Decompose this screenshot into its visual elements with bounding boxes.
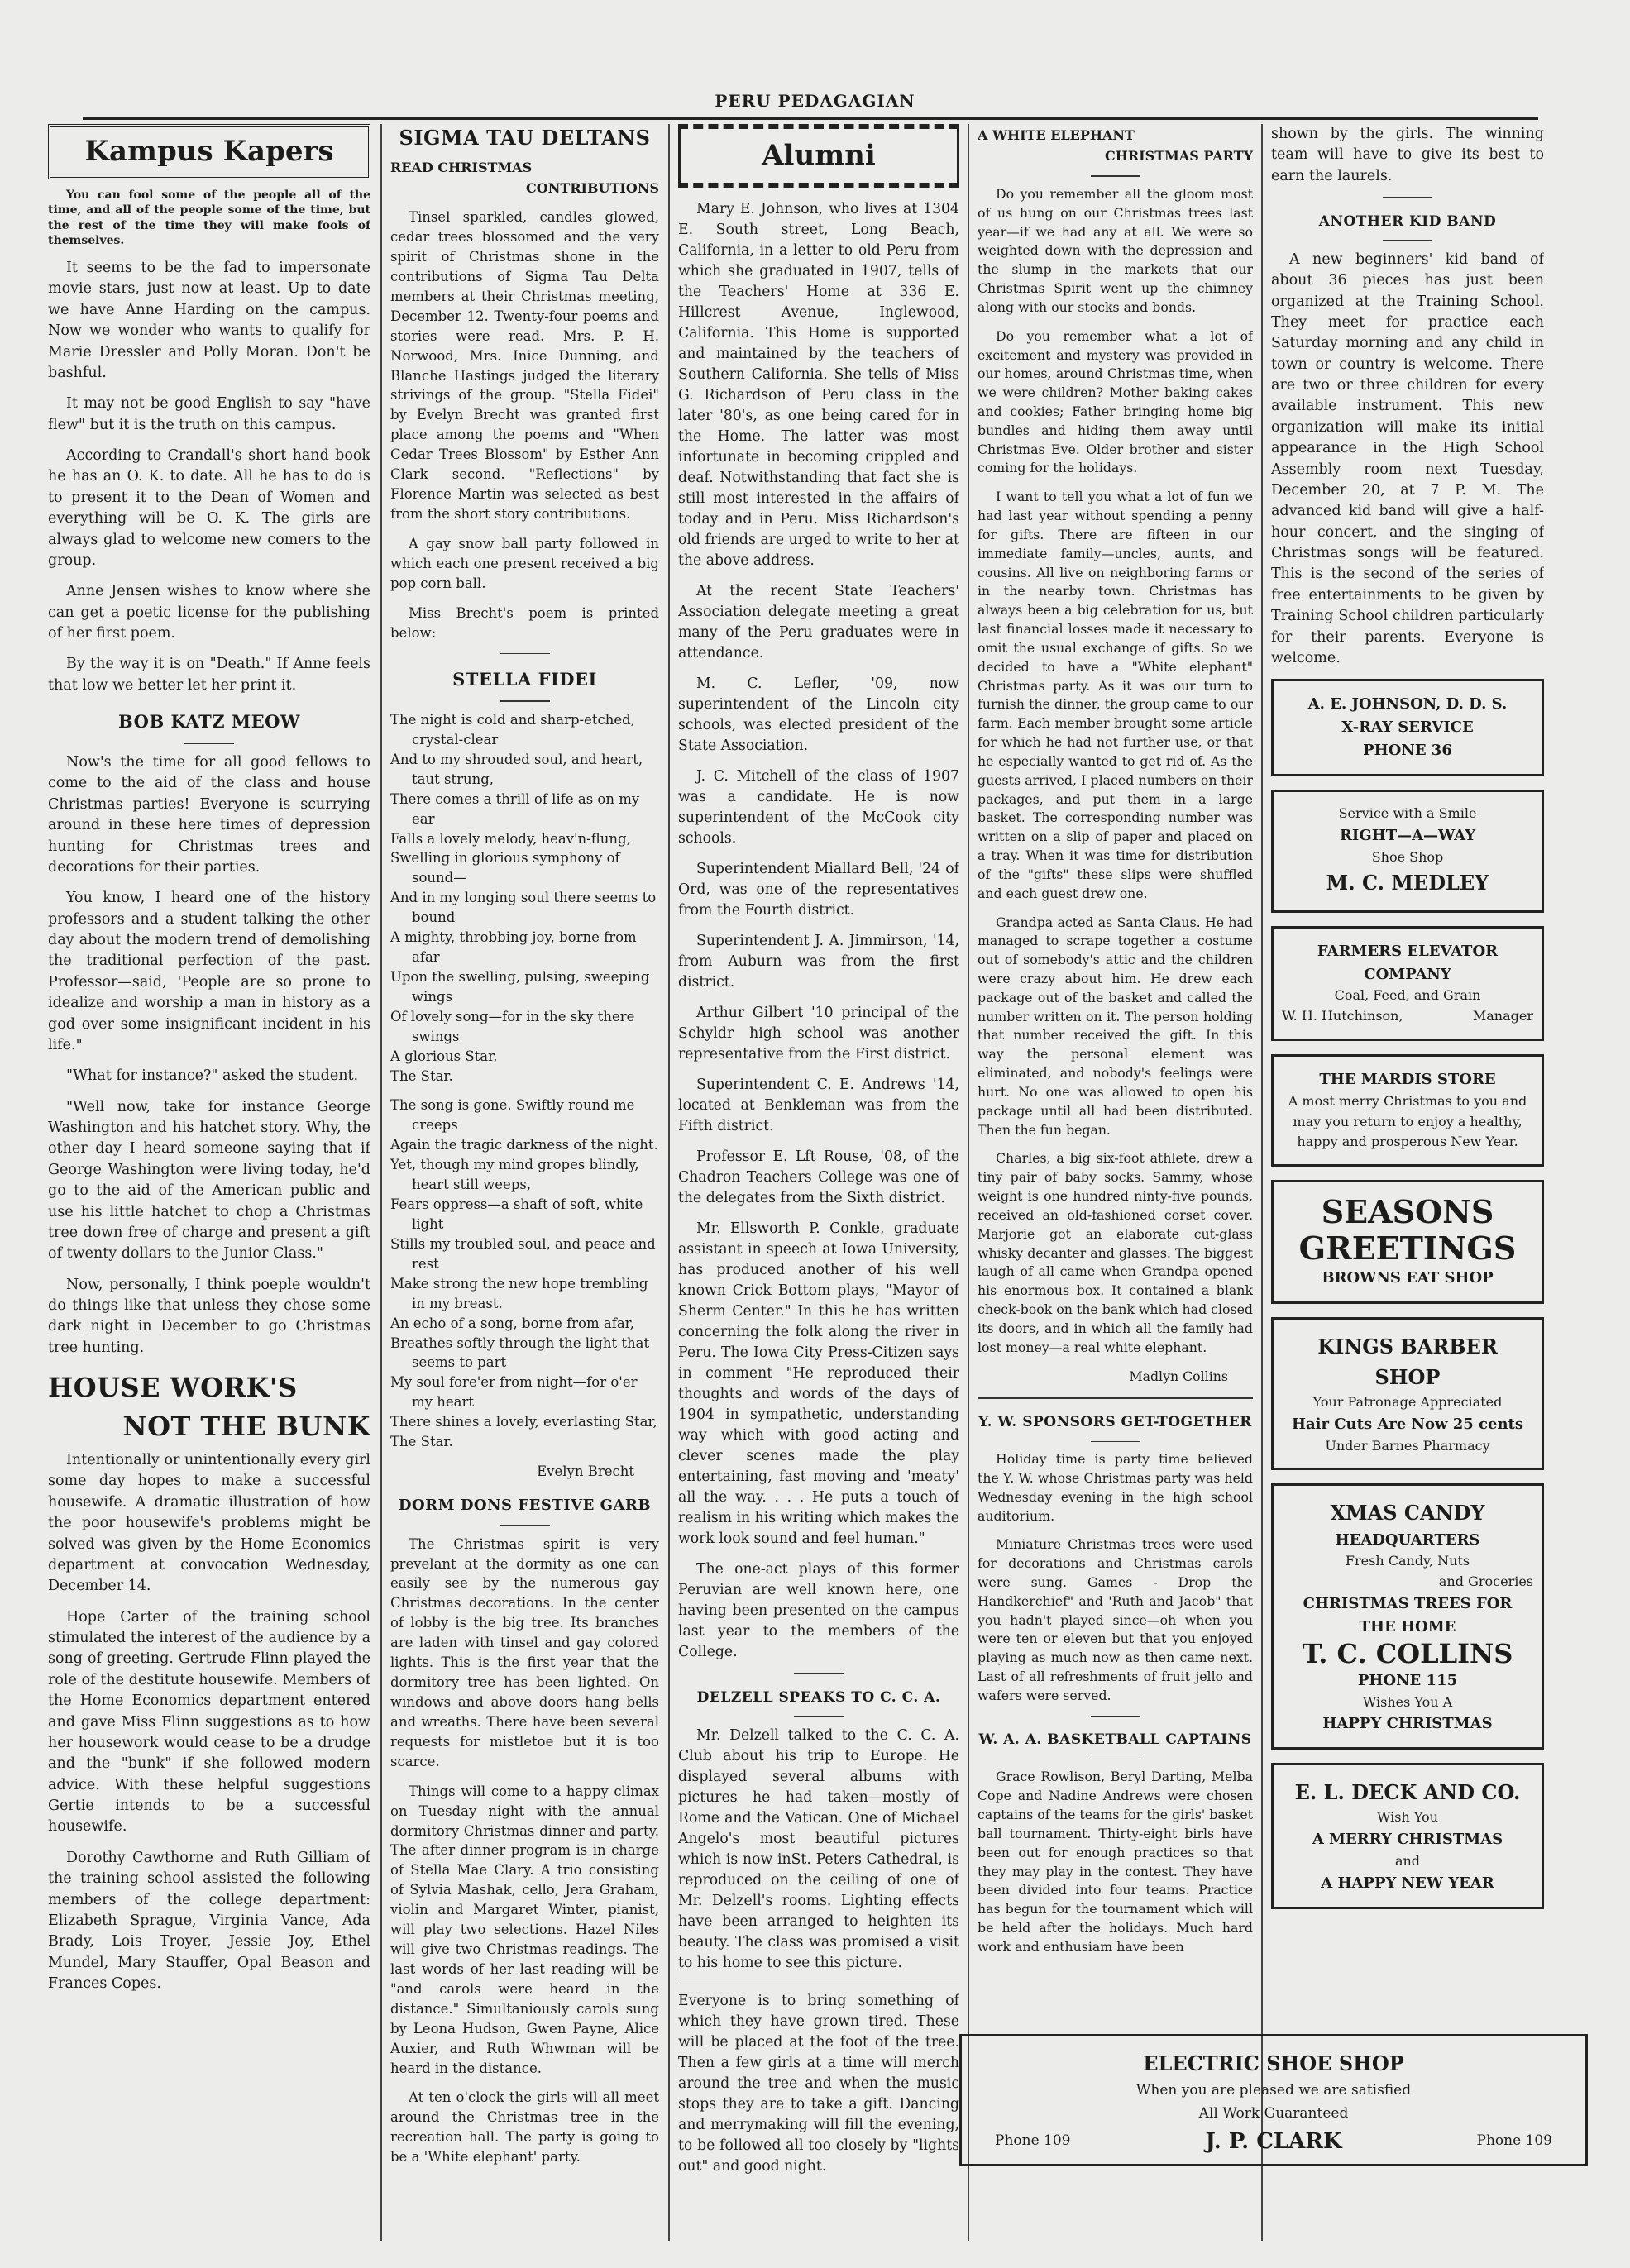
- ad-line: Service with a Smile: [1338, 805, 1477, 821]
- ad-line: RIGHT—A—WAY: [1339, 826, 1476, 844]
- ad-line: X-RAY SERVICE: [1341, 719, 1474, 737]
- ad-johnson: [1271, 679, 1544, 776]
- divider: [500, 653, 550, 655]
- column-kampus-kapers: [48, 124, 370, 2241]
- paragraph: Mr. Delzell talked to the C. C. A. Club about his trip to Europe. He displayed several albums with pictures he had taken—mostly of Rome and the Vatican. One of Michael Angelo's most beautiful pictures which is now inSt. Peters Cathedral, is reproduced on the ceiling of one of Mr. Delzell's rooms. Lighting effects have been arranged to heighten its beauty. The class was promised a visit to his home to see this picture.: [678, 1726, 959, 1971]
- elephant-sub: A WHITE ELEPHANT: [978, 127, 1135, 143]
- ad-line: PHONE 115: [1357, 1671, 1458, 1689]
- ad-line: and: [1394, 1853, 1421, 1869]
- waa-head: W. A. A. BASKETBALL CAPTAINS: [978, 1731, 1252, 1749]
- ad-line: BROWNS EAT SHOP: [1322, 1268, 1494, 1287]
- house-work-head-1: HOUSE WORK'S: [48, 1372, 298, 1404]
- paragraph: Superintendent C. E. Andrews '14, located at Benkleman was from the Fifth district.: [678, 1077, 959, 1135]
- ad-kings: [1271, 1317, 1544, 1471]
- delzell-paragraphs: [678, 1726, 959, 1974]
- ad-line: J. P. CLARK: [1205, 2128, 1342, 2154]
- column-rule: [380, 124, 382, 2241]
- poem-line: The song is gone. Swiftly round me creeps: [390, 1097, 635, 1134]
- poem-line: There comes a thrill of life as on my ear: [390, 790, 640, 827]
- poem-line: The night is cold and sharp-etched, crystal-clear: [390, 711, 635, 747]
- ad-line: SEASONS: [1321, 1193, 1494, 1231]
- ad-mardis: [1271, 1054, 1544, 1167]
- paragraph: Charles, a big six-foot athlete, drew a tiny pair of baby socks. Sammy, whose weight is one hundred ninty-five pounds, received an old-fashioned corset cover. Marjorie got an elaborate cut-glass whisky decanter and glasses. The biggest laugh of all came when Grandpa opened his enormous box. It contained a blank check-book on the bank which had closed its doors, and in which all the family had lost money—a real white elephant.: [978, 1150, 1253, 1355]
- paragraph: Professor E. Lft Rouse, '08, of the Chadron Teachers College was one of the delegates from the Sixth district.: [678, 1148, 959, 1207]
- divider: [500, 1525, 550, 1526]
- divider: [1383, 197, 1432, 198]
- ad-phone-right: Phone 109: [1476, 2132, 1552, 2149]
- paragraph: Mr. Ellsworth P. Conkle, graduate assistant in speech at Iowa University, has produced another of his well known Crick Bottom plays, "Mayor of Sherm Center." In this he has written concerning the folk along the river in Peru. The Iowa City Press-Citizen says in comment "He reproduced their thoughts and words of the days of 1904 in sympathetic, understanding way which with good acting and clever scenes made the play entertaining, fast moving and 'meaty' all the way. . . . He puts a touch of realism in his writing which makes the work look sound and feel human.": [678, 1220, 959, 1548]
- end-paragraph: Everyone is to bring something of which they have grown tired. These will be placed at the foot of the tree. Then a few girls at a time will merch around the tree and when the music stops they are to take a gift. Dancing and merrymaking will fill the evening, to be followed all too closely by "lights out" and good night.: [678, 1993, 959, 2175]
- ad-line: Fresh Candy, Nuts: [1345, 1553, 1470, 1569]
- ad-line: XMAS CANDY: [1330, 1501, 1485, 1526]
- ad-line: KINGS BARBER SHOP: [1317, 1334, 1498, 1389]
- paragraph: Superintendent J. A. Jimmirson, '14, from Auburn was from the first district.: [678, 933, 959, 991]
- paragraph: It seems to be the fad to impersonate movie stars, just now at least. Up to date we have Anne Harding on the campus. Now we wonder who wants to qualify for Marie Dressler and Polly Moran. Don't be bashful.: [48, 260, 370, 381]
- poem-line: Of lovely song—for in the sky there swings: [390, 1008, 635, 1044]
- paragraph: M. C. Lefler, '09, now superintendent of the Lincoln city schools, was elected president of the State Association.: [678, 676, 959, 755]
- poem-line: Upon the swelling, pulsing, sweeping wings: [390, 968, 650, 1005]
- winning-team-para: shown by the girls. The winning team will have to give its best to earn the laurels.: [1271, 126, 1544, 184]
- paragraph: Dorothy Cawthorne and Ruth Gilliam of the training school assisted the following members of the college department: Elizabeth Sprague, Virginia Vance, Ada Brady, Lois Troyer, Jessie Joy, Ethel Mundel, Mary Stauffer, Opal Beason and Frances Copes.: [48, 1849, 370, 1993]
- ad-electric-shoe-shop: [959, 2034, 1588, 2166]
- poem-line: Swelling in glorious symphony of sound—: [390, 850, 620, 886]
- paragraph: Do you remember what a lot of excitement and mystery was provided in our homes, around Christmas time, when we were children? Mother baking cakes and cookies; Father bringing home big bundles and hiding them away until Christmas Eve. Older brother and sister coming for the holidays.: [978, 327, 1253, 476]
- waa-paragraphs: [978, 1768, 1253, 1956]
- paragraph: Miss Brecht's poem is printed below:: [390, 604, 659, 641]
- divider: [794, 1716, 844, 1717]
- ad-line: A. E. JOHNSON, D. D. S.: [1307, 695, 1508, 714]
- paragraph: Holiday time is party time believed the Y. W. whose Christmas party was held Wednesday evening in the high school auditorium.: [978, 1451, 1253, 1524]
- column-rule: [1261, 124, 1263, 2241]
- divider: [978, 1397, 1253, 1399]
- ad-line: Coal, Feed, and Grain: [1334, 987, 1481, 1004]
- ad-line: HEADQUARTERS: [1335, 1530, 1480, 1549]
- divider: [500, 700, 550, 702]
- ad-line: Hair Cuts Are Now 25 cents: [1291, 1415, 1524, 1433]
- column-rule: [968, 124, 969, 2241]
- kid-band-head: ANOTHER KID BAND: [1318, 212, 1497, 230]
- poem-line: Breathes softly through the light that seems to part: [390, 1335, 650, 1371]
- ad-browns: [1271, 1180, 1544, 1303]
- paragraph: Do you remember all the gloom most of us hung on our Christmas trees last year—if we had any at all. We were so weighted down with the depression and the slump in the markets that our Christmas Spirit went up the chimney along with our stocks and bonds.: [978, 185, 1253, 315]
- ad-line: Your Patronage Appreciated: [1312, 1393, 1503, 1410]
- paragraph: Grace Rowlison, Beryl Darting, Melba Cope and Nadine Andrews were chosen captains of the teams for the girls' basket ball tournament. Thirty-eight birls have been out for enough practices so that they may play in the contest. They have been divided into four teams. Practice has begun for the tournament which will be held after the holidays. Much hard work and enthusiam have been: [978, 1769, 1253, 1955]
- house-work-paragraphs: [48, 1450, 370, 1994]
- column-alumni: [678, 124, 959, 2241]
- ad-line: All Work Guaranteed: [1198, 2104, 1349, 2122]
- sigma-subr: CONTRIBUTIONS: [526, 179, 659, 196]
- ad-line: M. C. MEDLEY: [1326, 871, 1489, 895]
- ad-line: GREETINGS: [1298, 1229, 1517, 1267]
- paragraph: J. C. Mitchell of the class of 1907 was a candidate. He is now superintendent of the McCook city schools.: [678, 768, 959, 848]
- poem-stella-fidei: [390, 710, 659, 1452]
- poem-line: And to my shrouded soul, and heart, taut strung,: [390, 751, 643, 787]
- ad-deck: [1271, 1763, 1544, 1909]
- elephant-subr: CHRISTMAS PARTY: [1105, 148, 1253, 165]
- divider: [1091, 1716, 1140, 1717]
- poem-line: Again the tragic darkness of the night.: [390, 1137, 658, 1153]
- paragraph: Anne Jensen wishes to know where she can get a poetic license for the publishing of her first poem.: [48, 583, 370, 642]
- paragraph: Intentionally or unintentionally every girl some day hopes to make a successful housewife. A dramatic illustration of how the poor housewife's problems might be solved was given by the Home Economics department at convocation Wednesday, December 14.: [48, 1452, 370, 1595]
- kid-band-para: A new beginners' kid band of about 36 pieces has just been organized at the Training School. They meet for practice each Saturday morning and any child in town or country is welcome. There are two or three children for every available instrument. This new organization will make its initial appearance in the High School Assembly room next Tuesday, December 20, at 7 P. M. The advanced kid band will give a half-hour concert, and the singing of Christmas songs will be featured. This is the second of the series of free entertainments to be given by Training School children particularly for their parents. Everyone is welcome.: [1271, 251, 1544, 666]
- paragraph: Things will come to a happy climax on Tuesday night with the annual dormitory Christmas dinner and party. The after dinner program is in charge of Stella Mae Clary. A trio consisting of Sylvia Mashak, cello, Jera Graham, violin and Margaret Winter, pianist, will play two selections. Hazel Niles will give two Christmas readings. The last words of her last reading will be "and carols were heard in the distance." Simultaniously carols sung by Leona Hudson, Gwen Payne, Alice Auxier, and Ruth Whwman will be heard in the distance.: [390, 1783, 659, 2076]
- paragraph: Now's the time for all good fellows to come to the aid of the class and house Christmas parties! Everyone is scurrying around in these here times of depression hunting for Christmas trees and decorations for their parties.: [48, 754, 370, 876]
- paragraph: Tinsel sparkled, candles glowed, cedar trees blossomed and the very spirit of Christmas shone in the contributions of Sigma Tau Delta members at their Christmas meeting, December 12. Twenty-four poems and stories were read. Mrs. P. H. Norwood, Mrs. Inice Dunning, and Blanche Hastings judged the literary strivings of the group. "Stella Fidei" by Evelyn Brecht was granted first place among the poems and "When Cedar Trees Blossom" by Esther Ann Clark second. "Reflections" by Florence Martin was selected as best from the short story contributions.: [390, 209, 659, 522]
- ad-line: T. C. COLLINS: [1302, 1637, 1513, 1669]
- paragraph: Now, personally, I think poeple wouldn't do things like that unless they chose some dark night in December to go Christmas tree hunting.: [48, 1276, 370, 1356]
- poem-line: The Star.: [390, 1434, 453, 1450]
- ad-collins: [1271, 1483, 1544, 1750]
- yw-paragraphs: [978, 1450, 1253, 1706]
- ad-line: W. H. Hutchinson,: [1282, 1008, 1403, 1024]
- divider: [1091, 1441, 1140, 1443]
- kampus-kapers-title: Kampus Kapers: [48, 124, 370, 179]
- ad-line: Manager: [1472, 1008, 1533, 1024]
- column-right-ads: [1271, 124, 1544, 2017]
- paragraph: According to Crandall's short hand book he has an O. K. to date. All he has to do is to present it to the Dean of Women and everything will be O. K. The girls are always glad to welcome new comers to the group.: [48, 447, 370, 569]
- sigma-head: SIGMA TAU DELTANS: [399, 126, 651, 150]
- poem-stanza: [390, 710, 659, 1086]
- poem-line: Falls a lovely melody, heav'n-flung,: [390, 830, 631, 847]
- column-sigma-tau: [390, 124, 659, 2241]
- paragraph: You know, I heard one of the history professors and a student talking the other day about the modern trend of demolishing the traditional perfection of the past. Professor—said, 'People are so prone to idealize and worship a man in history as a god over some insignificant incident in his life.": [48, 890, 370, 1053]
- masthead-title: PERU PEDAGAGIAN: [715, 91, 915, 111]
- bob-katz-paragraphs: [48, 752, 370, 1358]
- divider: [794, 1673, 844, 1674]
- elephant-paragraphs: [978, 185, 1253, 1358]
- masthead-rule: [83, 117, 1538, 120]
- poem-stanza: [390, 1096, 659, 1452]
- poem-line: A mighty, throbbing joy, borne from afar: [390, 929, 637, 966]
- poem-head: STELLA FIDEI: [452, 669, 597, 690]
- bob-katz-head: BOB KATZ MEOW: [118, 711, 300, 733]
- poem-line: An echo of a song, borne from afar,: [390, 1315, 634, 1331]
- paragraph: Grandpa acted as Santa Claus. He had managed to scrape together a costume out of somebody's attic and the children were crazy about him. He drew each package out of the basket and called the number written on it. The person holding that number received the gift. In this way the personal element was eliminated, and nobody's feelings were hurt. No one was allowed to open his package until all had been distributed. Then the fun began.: [978, 914, 1253, 1138]
- ad-line: THE MARDIS STORE: [1319, 1070, 1496, 1088]
- paragraph: At the recent State Teachers' Association delegate meeting a great many of the Peru graduates were in attendance.: [678, 583, 959, 662]
- dorm-head: DORM DONS FESTIVE GARB: [398, 1497, 652, 1514]
- poem-line: A glorious Star,: [390, 1048, 498, 1064]
- paragraph: A gay snow ball party followed in which each one present received a big pop corn ball.: [390, 535, 659, 591]
- paragraph: The Christmas spirit is very prevelant at the dormity as one can easily see by the numerous gay Christmas decorations. In the center of lobby is the big tree. Its branches are laden with tinsel and gay colored lights. This is the first year that the dormitory tree has been lighted. On windows and above doors hang bells and wreaths. There have been several requests for mistletoe but it is too scarce.: [390, 1535, 659, 1769]
- ad-line: FARMERS ELEVATOR: [1317, 942, 1499, 960]
- paragraph: By the way it is on "Death." If Anne feels that low we better let her print it.: [48, 656, 370, 694]
- sigma-paragraphs: [390, 208, 659, 642]
- poem-line: Stills my troubled soul, and peace and rest: [390, 1235, 656, 1272]
- ad-farmers-elevator: [1271, 926, 1544, 1041]
- paragraph: "What for instance?" asked the student.: [66, 1067, 359, 1085]
- paragraph: The one-act plays of this former Peruvian are well known here, one having been presented on the campus last year to the members of the College.: [678, 1561, 959, 1661]
- house-work-head-2: NOT THE BUNK: [122, 1410, 370, 1442]
- divider: [678, 1984, 959, 1985]
- poem-line: Make strong the new hope trembling in my breast.: [390, 1275, 648, 1311]
- divider: [1091, 1759, 1140, 1760]
- paragraph: At ten o'clock the girls will all meet around the Christmas tree in the recreation hall. The party is going to be a 'White elephant' party.: [390, 2089, 659, 2165]
- poem-signature: Evelyn Brecht: [537, 1463, 634, 1480]
- paragraph: Arthur Gilbert '10 principal of the Schyldr high school was another representative from the First district.: [678, 1005, 959, 1063]
- paragraph: "Well now, take for instance George Washington and his hatchet story. Why, the other day I heard someone saying that if George Washington were living today, he'd go to the aid of the American public and use his little hatchet to chop a Christmas tree down free of charge and present a gift of twenty dollars to the Junior Class.": [48, 1098, 370, 1263]
- kampus-paragraphs: [48, 258, 370, 696]
- paragraph: It may not be good English to say "have flew" but it is the truth on this campus.: [48, 395, 370, 433]
- column-rule: [668, 124, 670, 2241]
- ad-line: Wishes You A: [1362, 1693, 1453, 1710]
- ad-line: and Groceries: [1438, 1573, 1533, 1590]
- ad-phone-left: Phone 109: [995, 2132, 1071, 2149]
- divider: [184, 743, 234, 745]
- sigma-sub: READ CHRISTMAS: [390, 159, 533, 175]
- paragraph: Hope Carter of the training school stimulated the interest of the audience by a song of greeting. Gertrude Flinn played the role of the destitute housewife. Members of the Home Economics department entered and gave Miss Flinn suggestions as to how her housework would cease to be a drudge and the "bunk" if she followed modern advice. With these helpful suggestions Gertie intends to be a successful housewife.: [48, 1608, 370, 1836]
- divider: [1383, 240, 1432, 241]
- ad-line: Shoe Shop: [1371, 848, 1444, 865]
- poem-line: The Star.: [390, 1067, 453, 1084]
- ad-line: HAPPY CHRISTMAS: [1322, 1715, 1493, 1733]
- yw-head: Y. W. SPONSORS GET-TOGETHER: [978, 1413, 1252, 1430]
- alumni-paragraphs: [678, 199, 959, 1663]
- ad-line: Under Barnes Pharmacy: [1325, 1437, 1490, 1454]
- ad-line: A MERRY CHRISTMAS: [1312, 1831, 1503, 1849]
- delzell-head: DELZELL SPEAKS TO C. C. A.: [696, 1688, 941, 1706]
- ad-line: When you are pleased we are satisfied: [1135, 2082, 1412, 2099]
- poem-line: Fears oppress—a shaft of soft, white light: [390, 1196, 643, 1233]
- paragraph: Superintendent Miallard Bell, '24 of Ord, was one of the representatives from the Fourth district.: [678, 861, 959, 919]
- alumni-title: Alumni: [678, 124, 959, 188]
- ad-medley: [1271, 790, 1544, 913]
- ad-line: PHONE 36: [1363, 742, 1452, 760]
- ad-line: ELECTRIC SHOE SHOP: [1143, 2051, 1404, 2075]
- paragraph: Mary E. Johnson, who lives at 1304 E. South street, Long Beach, California, in a letter to old Peru from which she graduated in 1907, tells of the Teachers' Home at 336 E. Hillcrest Avenue, Inglewood, California. This Home is supported and maintained by the teachers of Southern California. She tells of Miss G. Richardson of Peru class in the later '80's, as one being cared for in the Home. The latter was most infortunate in becoming crippled and deaf. Notwithstanding that fact she is still most interested in the affairs of today and in Peru. Miss Richardson's old friends are urged to write to her at the above address.: [678, 201, 959, 570]
- ad-line: A HAPPY NEW YEAR: [1321, 1874, 1494, 1892]
- paragraph: Miniature Christmas trees were used for decorations and Christmas carols were sung. Games - Drop the Handkerchief" and 'Ruth and Jacob" that you hadn't played since—oh when you were ten or eleven but that you enjoyed playing as much now as then came next. Last of all refreshments of fruit jello and wafers were served.: [978, 1536, 1253, 1703]
- ad-line: A most merry Christmas to you and may you return to enjoy a healthy, happy and prosperous New Year.: [1288, 1092, 1527, 1150]
- ad-line: CHRISTMAS TREES FOR: [1303, 1595, 1513, 1613]
- column-white-elephant: [978, 124, 1253, 2017]
- divider: [1091, 175, 1140, 177]
- poem-line: There shines a lovely, everlasting Star,: [390, 1414, 657, 1430]
- kampus-intro: You can fool some of the people all of the time, and all of the people some of the time, but the rest of the time they will make fools of themselves.: [48, 189, 370, 247]
- poem-line: Yet, though my mind gropes blindly, heart still weeps,: [390, 1157, 639, 1193]
- ad-line: Wish You: [1377, 1809, 1438, 1826]
- paragraph: I want to tell you what a lot of fun we had last year without spending a penny for gifts. There are fifteen in our immediate family—uncles, aunts, and cousins. All live on neighboring farms or in the nearby town. Christmas has always been a big celebration for us, but last financial losses made it necessary to omit the usual exchange of gifts. So we decided to have a "White elephant" Christmas party. As it was our turn to furnish the dinner, the group came to our farm. Each member brought some article for which he had not further use, or that he especially wanted to get rid of. As the guests arrived, I placed numbers on their packages, and put them in a large basket. The corresponding number was written on a slip of paper and placed on a tray. When it was time for distribution of the "gifts" these slips were shuffled and each guest drew one.: [978, 489, 1253, 901]
- poem-line: My soul fore'er from night—for o'er my heart: [390, 1374, 638, 1411]
- elephant-signature: Madlyn Collins: [1129, 1368, 1228, 1384]
- dorm-paragraphs: [390, 1535, 659, 2168]
- ad-line: E. L. DECK AND CO.: [1294, 1780, 1521, 1805]
- ad-line: THE HOME: [1359, 1617, 1456, 1635]
- poem-line: And in my longing soul there seems to bound: [390, 890, 657, 926]
- ad-line: COMPANY: [1364, 965, 1451, 983]
